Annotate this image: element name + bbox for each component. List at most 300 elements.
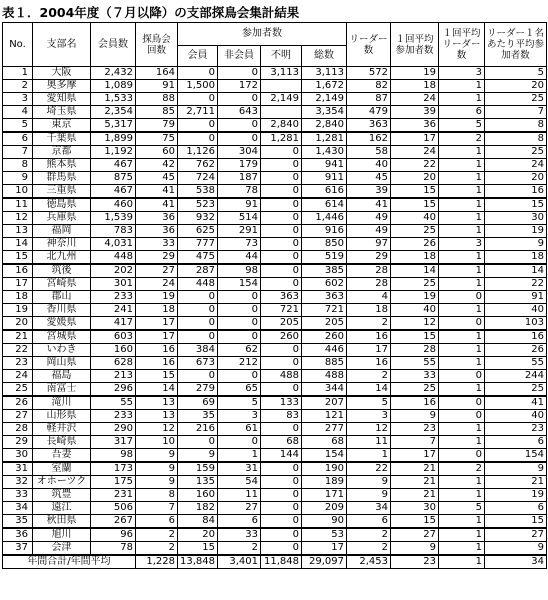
row-total: 385 [302, 264, 347, 278]
row-per-leader: 26 [485, 344, 547, 357]
row-no: 5 [3, 119, 33, 133]
row-avg-leaders: 0 [439, 317, 485, 331]
row-member: 523 [178, 198, 218, 212]
table-row [3, 462, 547, 476]
row-unknown [261, 80, 302, 93]
row-members: 55 [91, 396, 136, 410]
row-branch-name: 吾妻 [33, 449, 91, 463]
row-members: 506 [91, 502, 136, 515]
row-leaders: 11 [347, 436, 391, 449]
row-total: 209 [302, 502, 347, 515]
row-events: 16 [136, 344, 178, 357]
row-members: 202 [91, 264, 136, 278]
row-members: 317 [91, 436, 136, 449]
row-branch-name: 長崎県 [33, 436, 91, 449]
row-members: 875 [91, 172, 136, 185]
row-events: 19 [136, 291, 178, 304]
row-nonmember: 27 [218, 502, 261, 515]
table-row [3, 370, 547, 383]
row-members: 233 [91, 291, 136, 304]
row-total: 488 [302, 370, 347, 383]
row-no: 23 [3, 357, 33, 370]
table-row [3, 449, 547, 463]
row-member: 2,711 [178, 106, 218, 119]
row-nonmember: 98 [218, 264, 261, 278]
row-unknown: 0 [261, 542, 302, 556]
row-nonmember: 0 [218, 132, 261, 146]
row-unknown: 0 [261, 476, 302, 489]
row-member: 0 [178, 330, 218, 344]
row-no: 19 [3, 304, 33, 317]
row-nonmember: 172 [218, 80, 261, 93]
row-members: 231 [91, 489, 136, 502]
row-nonmember: 154 [218, 278, 261, 291]
row-total: 850 [302, 238, 347, 251]
row-no: 17 [3, 278, 33, 291]
row-members: 603 [91, 330, 136, 344]
row-member: 932 [178, 212, 218, 225]
row-leaders: 6 [347, 515, 391, 529]
row-per-leader: 40 [485, 304, 547, 317]
row-total: 1,672 [302, 80, 347, 93]
row-avg-leaders: 0 [439, 396, 485, 410]
row-members: 160 [91, 344, 136, 357]
table-row [3, 146, 547, 159]
row-member: 0 [178, 93, 218, 106]
row-total: 614 [302, 198, 347, 212]
row-total: 602 [302, 278, 347, 291]
row-events: 7 [136, 502, 178, 515]
row-leaders: 9 [347, 489, 391, 502]
row-members: 1,192 [91, 146, 136, 159]
row-no: 24 [3, 370, 33, 383]
row-unknown: 68 [261, 436, 302, 449]
row-total: 277 [302, 423, 347, 436]
row-no: 1 [3, 67, 33, 80]
row-total: 344 [302, 383, 347, 397]
row-member: 287 [178, 264, 218, 278]
row-nonmember: 187 [218, 172, 261, 185]
total-per-leader: 34 [485, 555, 547, 569]
row-no: 3 [3, 93, 33, 106]
row-per-leader: 16 [485, 330, 547, 344]
row-total: 885 [302, 357, 347, 370]
row-branch-name: 岡山県 [33, 357, 91, 370]
table-row [3, 198, 547, 212]
row-per-leader: 41 [485, 396, 547, 410]
row-no: 21 [3, 330, 33, 344]
row-total: 205 [302, 317, 347, 331]
row-branch-name: 南富士 [33, 383, 91, 397]
row-branch-name: 筑豊 [33, 489, 91, 502]
row-no: 36 [3, 528, 33, 542]
row-member: 1,500 [178, 80, 218, 93]
row-nonmember: 0 [218, 370, 261, 383]
table-row [3, 67, 547, 80]
row-no: 7 [3, 146, 33, 159]
row-events: 10 [136, 436, 178, 449]
row-members: 98 [91, 449, 136, 463]
results-table [2, 22, 547, 569]
row-total: 941 [302, 159, 347, 172]
row-avg-participants: 25 [391, 383, 439, 397]
row-no: 16 [3, 264, 33, 278]
table-row [3, 106, 547, 119]
row-branch-name: 滝川 [33, 396, 91, 410]
row-unknown: 721 [261, 304, 302, 317]
row-leaders: 49 [347, 212, 391, 225]
row-avg-participants: 15 [391, 330, 439, 344]
row-events: 33 [136, 238, 178, 251]
row-nonmember: 212 [218, 357, 261, 370]
row-per-leader: 8 [485, 132, 547, 146]
row-unknown: 3,113 [261, 67, 302, 80]
row-nonmember: 0 [218, 291, 261, 304]
row-events: 164 [136, 67, 178, 80]
row-avg-leaders: 1 [439, 93, 485, 106]
row-member: 182 [178, 502, 218, 515]
row-leaders: 45 [347, 172, 391, 185]
total-avg-participants: 23 [391, 555, 439, 569]
row-avg-leaders: 1 [439, 528, 485, 542]
total-unknown: 11,848 [261, 555, 302, 569]
row-events: 9 [136, 476, 178, 489]
row-nonmember: 62 [218, 344, 261, 357]
row-unknown: 0 [261, 462, 302, 476]
row-members: 417 [91, 317, 136, 331]
row-nonmember: 73 [218, 238, 261, 251]
row-members: 5,317 [91, 119, 136, 133]
row-branch-name: 千葉県 [33, 132, 91, 146]
row-per-leader: 7 [485, 106, 547, 119]
row-member: 0 [178, 436, 218, 449]
row-avg-participants: 30 [391, 502, 439, 515]
row-members: 290 [91, 423, 136, 436]
row-branch-name: 群馬県 [33, 172, 91, 185]
row-events: 9 [136, 449, 178, 463]
table-row [3, 423, 547, 436]
row-avg-leaders: 1 [439, 344, 485, 357]
row-avg-leaders: 1 [439, 264, 485, 278]
row-per-leader: 5 [485, 67, 547, 80]
total-row [3, 555, 547, 569]
row-avg-leaders: 1 [439, 80, 485, 93]
row-nonmember: 0 [218, 304, 261, 317]
row-branch-name: 福島 [33, 370, 91, 383]
row-events: 27 [136, 264, 178, 278]
table-row [3, 317, 547, 331]
row-unknown: 0 [261, 423, 302, 436]
row-no: 25 [3, 383, 33, 397]
row-avg-participants: 36 [391, 119, 439, 133]
table-row [3, 225, 547, 238]
total-label: 年間合計/年間平均 [3, 555, 136, 569]
row-avg-leaders: 1 [439, 542, 485, 556]
row-unknown: 205 [261, 317, 302, 331]
row-no: 34 [3, 502, 33, 515]
row-avg-leaders: 3 [439, 238, 485, 251]
row-unknown: 0 [261, 383, 302, 397]
row-avg-participants: 9 [391, 410, 439, 423]
row-branch-name: 香川県 [33, 304, 91, 317]
row-members: 213 [91, 370, 136, 383]
table-row [3, 383, 547, 397]
header-members: 会員数 [91, 23, 136, 67]
row-no: 26 [3, 396, 33, 410]
row-total: 1,281 [302, 132, 347, 146]
row-events: 6 [136, 515, 178, 529]
row-unknown: 0 [261, 212, 302, 225]
row-member: 84 [178, 515, 218, 529]
row-avg-leaders: 2 [439, 132, 485, 146]
row-leaders: 39 [347, 185, 391, 199]
row-no: 30 [3, 449, 33, 463]
row-branch-name: 室蘭 [33, 462, 91, 476]
row-avg-leaders: 6 [439, 106, 485, 119]
row-avg-participants: 7 [391, 436, 439, 449]
row-per-leader: 25 [485, 383, 547, 397]
row-events: 36 [136, 225, 178, 238]
table-row [3, 357, 547, 370]
row-unknown: 0 [261, 357, 302, 370]
row-events: 8 [136, 489, 178, 502]
row-avg-leaders: 1 [439, 330, 485, 344]
row-leaders: 87 [347, 93, 391, 106]
row-unknown: 0 [261, 528, 302, 542]
row-total: 446 [302, 344, 347, 357]
table-row [3, 264, 547, 278]
row-avg-leaders: 1 [439, 436, 485, 449]
row-total: 171 [302, 489, 347, 502]
table-row [3, 476, 547, 489]
table-row [3, 542, 547, 556]
row-avg-participants: 24 [391, 93, 439, 106]
row-leaders: 49 [347, 225, 391, 238]
row-branch-name: 京都 [33, 146, 91, 159]
row-avg-participants: 25 [391, 225, 439, 238]
row-member: 0 [178, 67, 218, 80]
row-total: 519 [302, 251, 347, 265]
row-leaders: 16 [347, 357, 391, 370]
table-row [3, 159, 547, 172]
table-row [3, 119, 547, 133]
row-no: 6 [3, 132, 33, 146]
row-events: 60 [136, 146, 178, 159]
row-avg-participants: 24 [391, 146, 439, 159]
total-avg-leaders: 1 [439, 555, 485, 569]
row-per-leader: 20 [485, 80, 547, 93]
row-members: 241 [91, 304, 136, 317]
row-leaders: 58 [347, 146, 391, 159]
row-events: 91 [136, 80, 178, 93]
row-branch-name: 熊本県 [33, 159, 91, 172]
row-members: 175 [91, 476, 136, 489]
row-members: 96 [91, 528, 136, 542]
row-avg-leaders: 5 [439, 502, 485, 515]
row-member: 0 [178, 304, 218, 317]
row-member: 625 [178, 225, 218, 238]
row-member: 538 [178, 185, 218, 199]
row-total: 3,113 [302, 67, 347, 80]
row-members: 78 [91, 542, 136, 556]
row-members: 1,089 [91, 80, 136, 93]
row-member: 216 [178, 423, 218, 436]
row-total: 53 [302, 528, 347, 542]
row-no: 27 [3, 410, 33, 423]
row-avg-participants: 23 [391, 423, 439, 436]
row-total: 190 [302, 462, 347, 476]
row-avg-leaders: 2 [439, 462, 485, 476]
row-nonmember: 0 [218, 436, 261, 449]
row-total: 2,840 [302, 119, 347, 133]
row-avg-leaders: 1 [439, 304, 485, 317]
row-no: 13 [3, 225, 33, 238]
row-avg-participants: 16 [391, 396, 439, 410]
row-member: 69 [178, 396, 218, 410]
row-leaders: 82 [347, 80, 391, 93]
row-events: 12 [136, 423, 178, 436]
row-member: 35 [178, 410, 218, 423]
row-leaders: 479 [347, 106, 391, 119]
row-events: 45 [136, 172, 178, 185]
row-nonmember: 6 [218, 515, 261, 529]
table-body [3, 67, 547, 556]
row-leaders: 2 [347, 370, 391, 383]
row-branch-name: 宮崎県 [33, 278, 91, 291]
table-row [3, 212, 547, 225]
row-per-leader: 25 [485, 93, 547, 106]
row-avg-leaders: 1 [439, 198, 485, 212]
row-unknown: 0 [261, 502, 302, 515]
row-branch-name: 遠江 [33, 502, 91, 515]
row-per-leader: 24 [485, 159, 547, 172]
row-avg-participants: 40 [391, 304, 439, 317]
row-nonmember: 3 [218, 410, 261, 423]
row-per-leader: 22 [485, 278, 547, 291]
row-members: 233 [91, 410, 136, 423]
row-avg-leaders: 5 [439, 119, 485, 133]
row-events: 29 [136, 251, 178, 265]
header-nonmember: 非会員 [218, 46, 261, 67]
row-avg-participants: 25 [391, 278, 439, 291]
row-member: 135 [178, 476, 218, 489]
row-avg-participants: 40 [391, 212, 439, 225]
row-events: 24 [136, 278, 178, 291]
row-leaders: 41 [347, 198, 391, 212]
table-row [3, 291, 547, 304]
row-members: 628 [91, 357, 136, 370]
row-no: 11 [3, 198, 33, 212]
row-per-leader: 30 [485, 212, 547, 225]
row-total: 363 [302, 291, 347, 304]
total-events: 1,228 [136, 555, 178, 569]
table-row [3, 238, 547, 251]
row-per-leader: 9 [485, 238, 547, 251]
row-member: 673 [178, 357, 218, 370]
row-unknown: 2,840 [261, 119, 302, 133]
row-avg-leaders: 1 [439, 172, 485, 185]
row-avg-leaders: 1 [439, 278, 485, 291]
row-members: 267 [91, 515, 136, 529]
row-no: 8 [3, 159, 33, 172]
row-unknown: 0 [261, 185, 302, 199]
row-avg-leaders: 1 [439, 159, 485, 172]
row-per-leader: 244 [485, 370, 547, 383]
row-no: 18 [3, 291, 33, 304]
row-events: 17 [136, 330, 178, 344]
header-participants: 参加者数 [178, 23, 347, 46]
row-leaders: 2 [347, 542, 391, 556]
table-row [3, 396, 547, 410]
row-avg-participants: 33 [391, 370, 439, 383]
row-events: 15 [136, 370, 178, 383]
row-members: 4,031 [91, 238, 136, 251]
row-branch-name: 軽井沢 [33, 423, 91, 436]
row-members: 783 [91, 225, 136, 238]
row-leaders: 28 [347, 264, 391, 278]
row-unknown: 0 [261, 172, 302, 185]
row-per-leader: 25 [485, 146, 547, 159]
row-avg-participants: 9 [391, 542, 439, 556]
row-avg-participants: 55 [391, 357, 439, 370]
header-member: 会員 [178, 46, 218, 67]
row-no: 2 [3, 80, 33, 93]
row-events: 14 [136, 383, 178, 397]
row-leaders: 29 [347, 251, 391, 265]
row-unknown: 83 [261, 410, 302, 423]
row-per-leader: 8 [485, 119, 547, 133]
row-per-leader: 91 [485, 291, 547, 304]
table-row [3, 278, 547, 291]
row-per-leader: 27 [485, 528, 547, 542]
row-avg-leaders: 1 [439, 423, 485, 436]
row-total: 207 [302, 396, 347, 410]
row-events: 13 [136, 396, 178, 410]
row-nonmember: 514 [218, 212, 261, 225]
row-total: 1,446 [302, 212, 347, 225]
row-per-leader: 6 [485, 436, 547, 449]
row-leaders: 2 [347, 528, 391, 542]
row-avg-participants: 15 [391, 185, 439, 199]
row-total: 721 [302, 304, 347, 317]
row-per-leader: 40 [485, 410, 547, 423]
row-no: 37 [3, 542, 33, 556]
header-events: 探鳥会回数 [136, 23, 178, 67]
row-events: 41 [136, 198, 178, 212]
row-no: 10 [3, 185, 33, 199]
row-no: 35 [3, 515, 33, 529]
row-no: 29 [3, 436, 33, 449]
row-avg-leaders: 1 [439, 515, 485, 529]
row-nonmember: 5 [218, 396, 261, 410]
row-unknown: 488 [261, 370, 302, 383]
row-no: 31 [3, 462, 33, 476]
row-leaders: 363 [347, 119, 391, 133]
row-avg-participants: 18 [391, 80, 439, 93]
row-total: 3,354 [302, 106, 347, 119]
row-events: 13 [136, 410, 178, 423]
row-nonmember: 33 [218, 528, 261, 542]
row-nonmember: 44 [218, 251, 261, 265]
row-leaders: 3 [347, 410, 391, 423]
row-total: 121 [302, 410, 347, 423]
total-nonmember: 3,401 [218, 555, 261, 569]
row-per-leader: 20 [485, 172, 547, 185]
row-total: 90 [302, 515, 347, 529]
row-no: 14 [3, 238, 33, 251]
row-total: 17 [302, 542, 347, 556]
header-total: 総数 [302, 46, 347, 67]
